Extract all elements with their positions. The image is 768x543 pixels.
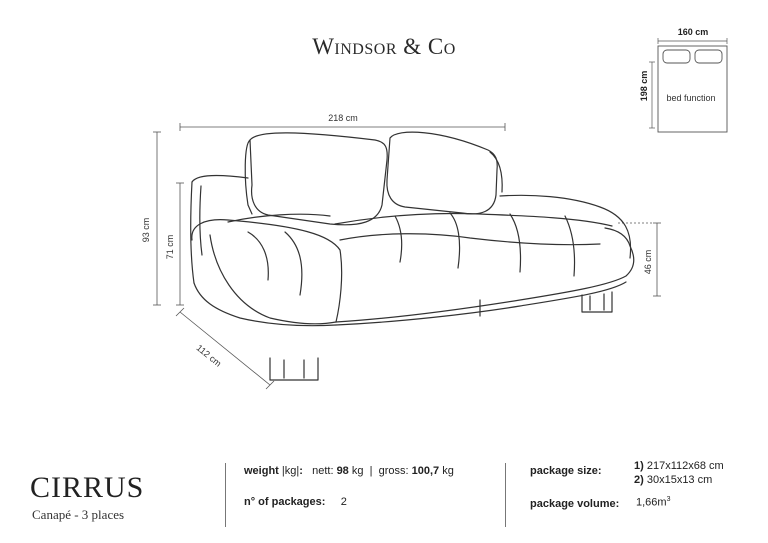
seat-height-dimension — [618, 223, 661, 296]
weight-colon: : — [299, 465, 303, 477]
depth-label: 112 cm — [194, 342, 224, 369]
back-cushion-left — [250, 133, 387, 225]
seat-quilt-line-4 — [450, 213, 460, 268]
bed-width-dimension — [658, 38, 727, 44]
depth-dimension-line — [180, 312, 270, 385]
leg-front-left-inner — [284, 360, 304, 378]
package-size-1: 1) 217x112x68 cm — [634, 460, 724, 472]
left-arm-top — [192, 175, 248, 182]
nett-value: 98 — [336, 465, 349, 477]
seat-quilt-line-7 — [340, 234, 600, 245]
sofa-outline — [191, 132, 634, 380]
depth-dimension — [176, 308, 274, 389]
gross-label: gross: — [378, 465, 409, 477]
bed-width-label: 160 cm — [677, 27, 709, 37]
seat-quilt-line-3 — [395, 216, 402, 262]
nett-label: nett: — [312, 465, 334, 477]
bed-length-dimension — [649, 62, 655, 128]
brand-rest-c: o — [443, 34, 456, 59]
divider-1 — [225, 463, 226, 527]
seat-quilt-line-6 — [565, 216, 575, 276]
width-dimension — [180, 123, 505, 131]
weight-label: weight — [244, 465, 279, 477]
package-volume-value: $1,66m^3$ — [636, 496, 671, 509]
seat-front-edge — [336, 228, 634, 322]
depth-tick-end — [266, 381, 274, 389]
seat-quilt-line-8 — [248, 232, 268, 280]
divider-2 — [505, 463, 506, 527]
gross-value: 100,7 — [411, 465, 440, 477]
brand-initial-w: W — [312, 34, 335, 59]
brand-initial-c: C — [427, 34, 444, 59]
depth-tick-start — [176, 308, 184, 316]
seat-left-curve — [210, 235, 336, 324]
seat-quilt-line-9 — [285, 232, 302, 295]
height-total-dimension — [153, 132, 161, 305]
packages-value: 2 — [340, 496, 347, 508]
back-cushion-right — [387, 132, 497, 214]
left-arm-inner — [200, 186, 202, 255]
product-info-footer — [0, 455, 768, 535]
bed-length-label: 198 cm — [639, 70, 649, 102]
brand-ampersand: & — [396, 34, 428, 59]
height-arm-dimension — [176, 183, 184, 305]
bed-outline — [658, 46, 727, 132]
packages-row — [244, 496, 347, 508]
product-name: CIRRUS — [30, 471, 145, 504]
base-left — [194, 283, 336, 326]
package-volume-exponent: 3 — [666, 496, 671, 503]
bed-function-label: bed function — [666, 93, 716, 103]
leg-front-left — [270, 358, 318, 380]
seat-height-label: 46 cm — [643, 249, 653, 275]
packages-label: n° of packages: — [244, 496, 326, 508]
package-size-2: 2) 30x15x13 cm — [634, 474, 713, 486]
product-subtitle: Canapé - 3 places — [32, 507, 125, 522]
bed-function-diagram — [639, 27, 727, 132]
pillow-left — [663, 50, 690, 63]
leg-front-right-inner — [590, 294, 604, 310]
package-volume-label: package volume: — [530, 498, 620, 510]
height-total-label: 93 cm — [141, 217, 151, 243]
weight-unit: |kg| — [281, 465, 300, 477]
height-arm-label: 71 cm — [165, 234, 175, 260]
pillow-right — [695, 50, 722, 63]
weight-separator: | — [369, 465, 373, 477]
weight-row — [244, 465, 454, 477]
brand-rest-w: indsor — [334, 34, 397, 59]
width-label: 218 cm — [328, 113, 358, 123]
package-size-label: package size: — [530, 465, 602, 477]
gross-unit: kg — [442, 465, 454, 477]
nett-unit: kg — [351, 465, 364, 477]
